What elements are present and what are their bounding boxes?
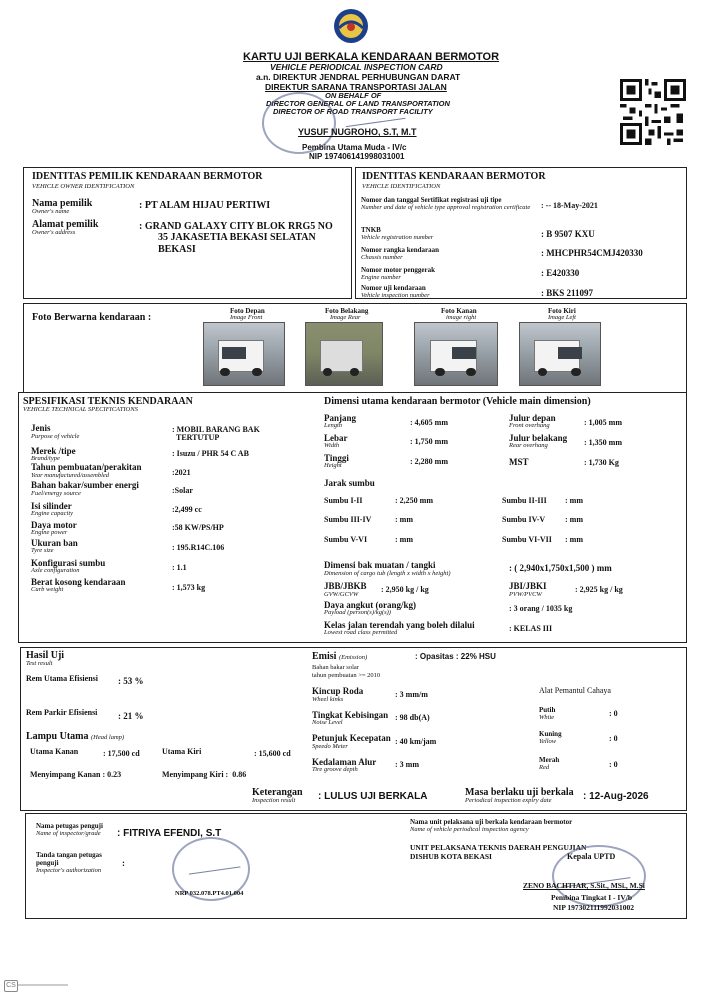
owner-address-line-1: : GRAND GALAXY CITY BLOK RRG5 NO	[139, 221, 333, 232]
vid-value-3: : E420330	[541, 268, 580, 278]
spec-label-en-8: Curb weight	[31, 586, 64, 593]
photo-sub-front: Image Front	[230, 314, 263, 321]
masa-berlaku-label: Masa berlaku uji berkala	[465, 787, 574, 798]
sumbu-label-3: Sumbu IV-V	[502, 515, 546, 524]
julur-depan-value: : 1,005 mm	[584, 418, 622, 427]
spec-label-3: Bahan bakar/sumber energi	[31, 480, 139, 490]
bising-label: Tingkat Kebisingan	[312, 710, 389, 720]
putih-label-en: White	[539, 714, 555, 721]
specs-section-subtitle: VEHICLE TECHNICAL SPECIFICATIONS	[23, 406, 138, 413]
alur-value: : 3 mm	[395, 760, 419, 769]
panjang-label: Panjang	[324, 413, 357, 423]
tinggi-label: Tinggi	[324, 453, 349, 463]
kelas-label: Kelas jalan terendah yang boleh dilalui	[324, 620, 475, 630]
spec-label-en-1: Brand/type	[31, 455, 60, 462]
spec-label-en-7: Axle configuration	[31, 567, 80, 574]
photo-rear	[305, 322, 383, 386]
keterangan-value: : LULUS UJI BERKALA	[318, 791, 428, 802]
menyimpang-kanan-label: Menyimpang Kanan :	[30, 770, 106, 779]
jarak-sumbu-title: Jarak sumbu	[324, 478, 375, 488]
utama-kiri-value: : 15,600 cd	[254, 749, 291, 758]
keterangan-label: Keterangan	[252, 787, 303, 798]
photo-sub-left: Image Left	[548, 314, 576, 321]
spec-label-8: Berat kosong kendaraan	[31, 577, 126, 587]
sumbu-label-1: Sumbu II-III	[502, 496, 547, 505]
vid-label-en-3: Engine number	[361, 274, 401, 281]
spec-value-3: :Solar	[172, 486, 193, 495]
alur-label: Kedalaman Alur	[312, 757, 377, 767]
vid-label-en-2: Chassis number	[361, 254, 403, 261]
vid-label-en-4: Vehicle inspection number	[361, 292, 430, 299]
julur-belakang-value: : 1,350 mm	[584, 438, 622, 447]
spec-label-en-2: Year manufactured/assembled	[31, 472, 110, 479]
owner-section-subtitle: VEHICLE OWNER IDENTIFICATION	[32, 183, 135, 190]
owner-address-text-1: GRAND GALAXY CITY BLOK RRG5 NO	[144, 221, 333, 232]
jbb-label-en: GVW/GCVW	[324, 591, 359, 598]
sumbu-value-3: : mm	[565, 515, 583, 524]
vid-label-4: Nomor uji kendaraan	[361, 284, 426, 292]
director-name: YUSUF NUGROHO, S.T, M.T	[298, 127, 417, 137]
sumbu-value-5: : mm	[565, 535, 583, 544]
panjang-label-en: Length	[324, 422, 343, 429]
spec-value-0-line-2: TERTUTUP	[176, 433, 220, 442]
jbi-label-en: PVW/PVCW	[509, 591, 542, 598]
kepala-nip: NIP 197302111992031002	[553, 903, 635, 912]
ministry-logo	[333, 8, 369, 44]
owner-address-label: Alamat pemilik	[32, 219, 99, 230]
lebar-label-en: Width	[324, 442, 340, 449]
header-line-3: ON BEHALF OF	[325, 91, 382, 100]
kincup-value: : 3 mm/m	[395, 690, 428, 699]
ttd-colon: :	[122, 858, 125, 868]
emisi-note-1: Bahan bakar solar	[312, 664, 359, 671]
spec-label-en-3: Fuel/energy source	[31, 490, 81, 497]
kelas-value: : KELAS III	[509, 624, 553, 633]
vid-value-0: : -- 18-May-2021	[541, 201, 598, 210]
vid-label-2: Nomor rangka kendaraan	[361, 246, 440, 254]
speedo-label: Petunjuk Kecepatan	[312, 733, 391, 743]
petugas-value: : FITRIYA EFENDI, S.T	[117, 828, 222, 839]
vid-label-en-1: Vehicle registration number	[361, 234, 434, 241]
daya-label-en: Payload (person(s)/kg(s))	[324, 609, 391, 616]
owner-name-text: PT ALAM HIJAU PERTIWI	[144, 200, 271, 211]
scanner-watermark-bar	[18, 984, 68, 986]
emisi-label-text: Emisi	[312, 651, 337, 662]
keterangan-label-en: Inspection result	[252, 797, 296, 804]
sumbu-label-4: Sumbu V-VI	[324, 535, 368, 544]
daya-label: Daya angkut (orang/kg)	[324, 600, 417, 610]
scanner-watermark-icon: CS	[4, 980, 18, 992]
daya-value: : 3 orang / 1035 kg	[509, 604, 573, 613]
kuning-label: Kuning	[539, 730, 562, 738]
spec-label-7: Konfigurasi sumbu	[31, 558, 106, 568]
ttd-label-1: Tanda tangan petugas	[36, 851, 102, 859]
unit-label-en: Name of vehicle periodical inspection agency	[410, 826, 529, 833]
spec-label-4: Isi silinder	[31, 501, 72, 511]
utama-kanan-label: Utama Kanan	[30, 747, 79, 756]
rem-utama-value: : 53 %	[118, 676, 144, 686]
jbi-value: : 2,925 kg / kg	[575, 585, 623, 594]
spec-label-1: Merek /tipe	[31, 446, 76, 456]
photo-left	[519, 322, 601, 386]
vid-value-4: : BKS 211097	[541, 288, 594, 298]
vid-label-3: Nomor motor penggerak	[361, 266, 436, 274]
spec-label-en-5: Engine power	[31, 529, 68, 536]
spec-value-7: : 1.1	[172, 563, 187, 572]
card-title: KARTU UJI BERKALA KENDARAAN BERMOTOR	[243, 51, 500, 63]
jbb-label: JBB/JBKB	[324, 581, 367, 591]
owner-section-title: IDENTITAS PEMILIK KENDARAAN BERMOTOR	[32, 171, 263, 182]
menyimpang-kanan-value: 0.23	[107, 770, 122, 779]
masa-berlaku-label-en: Periodical inspection expiry date	[465, 797, 552, 804]
menyimpang-kiri-label: Menyimpang Kiri :	[162, 770, 229, 779]
bak-label-en: Dimension of cargo tub (length x width x height)	[324, 570, 451, 577]
kepala-label: Kepala UPTD	[567, 852, 616, 861]
photo-sub-rear: Image Rear	[330, 314, 361, 321]
photo-sub-right: image right	[446, 314, 477, 321]
putih-label: Putih	[539, 706, 556, 714]
vid-label-0: Nomor dan tanggal Sertifikat registrasi uji tipe	[361, 196, 502, 204]
ttd-label-en: Inspector's authorization	[36, 867, 102, 874]
julur-depan-label: Julur depan	[509, 413, 556, 423]
menyimpang-kiri	[162, 770, 246, 779]
card-title-en: VEHICLE PERIODICAL INSPECTION CARD	[270, 62, 443, 72]
julur-depan-label-en: Front overhang	[509, 422, 550, 429]
vehicle-section-subtitle: VEHICLE IDENTIFICATION	[362, 183, 441, 190]
bak-label: Dimensi bak muatan / tangki	[324, 560, 436, 570]
mst-label: MST	[509, 457, 529, 467]
inspector-nrp: NRP 032.078.PT4.01.004	[175, 890, 244, 897]
director-rank: Pembina Utama Muda - IV/c	[302, 143, 407, 152]
unit-line-1: UNIT PELAKSANA TEKNIS DAERAH PENGUJIAN	[410, 843, 587, 852]
spec-value-8: : 1,573 kg	[172, 583, 206, 592]
emisi-label-en: (Emission)	[338, 654, 368, 661]
spec-value-1: : Isuzu / PHR 54 C AB	[172, 449, 249, 458]
owner-name-label-en: Owner's name	[32, 208, 70, 215]
rem-parkir-value: : 21 %	[118, 711, 144, 721]
spec-value-0: : MOBIL BARANG BAK	[172, 425, 260, 434]
spec-label-en-0: Purpose of vehicle	[31, 433, 80, 440]
photo-title-left: Foto Kiri	[548, 307, 576, 315]
sumbu-label-2: Sumbu III-IV	[324, 515, 372, 524]
owner-name-value: : PT ALAM HIJAU PERTIWI	[139, 200, 271, 211]
specs-section-title: SPESIFIKASI TEKNIS KENDARAAN	[23, 396, 193, 407]
julur-belakang-label-en: Rear overhang	[509, 442, 548, 449]
petugas-label-en: Name of inspector/grade	[36, 830, 101, 837]
photo-title-front: Foto Depan	[230, 307, 265, 315]
owner-address-line-2: 35 JAKASETIA BEKASI SELATAN	[158, 232, 316, 243]
bising-label-en: Noise Level	[312, 719, 343, 726]
merah-label-en: Red	[539, 764, 550, 771]
merah-value: : 0	[609, 760, 618, 769]
utama-kiri-label: Utama Kiri	[162, 747, 202, 756]
rem-utama-label: Rem Utama Efisiensi	[26, 674, 98, 683]
utama-kanan-value: : 17,500 cd	[103, 749, 140, 758]
speedo-value: : 40 km/jam	[395, 737, 437, 746]
owner-address-line-3: BEKASI	[158, 244, 196, 255]
owner-address-label-en: Owner's address	[32, 229, 76, 236]
spec-label-5: Daya motor	[31, 520, 77, 530]
header-line-5: DIRECTOR OF ROAD TRANSPORT FACILITY	[273, 107, 433, 116]
vid-label-1: TNKB	[361, 226, 381, 234]
spec-label-6: Ukuran ban	[31, 538, 78, 548]
lebar-label: Lebar	[324, 433, 348, 443]
photo-right	[414, 322, 498, 386]
menyimpang-kanan	[30, 770, 121, 779]
spec-label-en-6: Tyre size	[31, 547, 54, 554]
emisi-label	[312, 651, 367, 662]
tinggi-label-en: Height	[324, 462, 342, 469]
petugas-label: Nama petugas penguji	[36, 822, 103, 830]
header-line-2: DIREKTUR SARANA TRANSPORTASI JALAN	[265, 82, 447, 92]
vid-value-2: : MHCPHR54CMJ420330	[541, 248, 643, 258]
bising-value: : 98 db(A)	[395, 713, 430, 722]
rem-parkir-label: Rem Parkir Efisiensi	[26, 708, 98, 717]
tinggi-value: : 2,280 mm	[410, 457, 448, 466]
kuning-value: : 0	[609, 734, 618, 743]
kuning-label-en: Yellow	[539, 738, 557, 745]
spec-value-4: :2,499 cc	[172, 505, 202, 514]
vehicle-section-title: IDENTITAS KENDARAAN BERMOTOR	[362, 171, 546, 182]
kepala-rank: Pembina Tingkat I - IV/b	[551, 893, 632, 902]
results-title: Hasil Uji	[26, 650, 65, 661]
unit-line-2: DISHUB KOTA BEKASI	[410, 852, 492, 861]
director-nip: NIP 197406141998031001	[309, 152, 405, 161]
unit-label: Nama unit pelaksana uji berkala kendaraan bermotor	[410, 818, 573, 826]
lampu-label-en: (Head lamp)	[91, 734, 125, 741]
owner-name-label: Nama pemilik	[32, 198, 93, 209]
pantul-title: Alat Pemantul Cahaya	[539, 686, 611, 695]
sumbu-value-4: : mm	[395, 535, 413, 544]
kincup-label-en: Wheel kinks	[312, 696, 344, 703]
lampu-label	[26, 731, 124, 742]
header-line-1: a.n. DIREKTUR JENDRAL PERHUBUNGAN DARAT	[256, 72, 461, 82]
spec-value-2: :2021	[172, 468, 191, 477]
qr-code	[620, 79, 686, 145]
emisi-note-2: tahun pembuatan >= 2010	[312, 672, 381, 679]
jbb-value: : 2,950 kg / kg	[381, 585, 429, 594]
speedo-label-en: Speedo Meter	[312, 743, 348, 750]
header-line-4: DIRECTOR GENERAL OF LAND TRANSPORTATION	[266, 99, 450, 108]
spec-label-0: Jenis	[31, 423, 51, 433]
mst-value: : 1,730 Kg	[584, 458, 619, 467]
kincup-label: Kincup Roda	[312, 686, 364, 696]
emisi-value: : Opasitas : 22% HSU	[415, 652, 496, 661]
photo-title-right: Foto Kanan	[441, 307, 477, 315]
kelas-label-en: Lowest road class permitted	[324, 629, 398, 636]
sumbu-value-1: : mm	[565, 496, 583, 505]
spec-label-2: Tahun pembuatan/perakitan	[31, 462, 142, 472]
kepala-name: ZENO BACHTIAR, S.Sit., MSi., M.Si	[523, 881, 645, 890]
menyimpang-kiri-value: 0.86	[232, 770, 247, 779]
photos-label: Foto Berwarna kendaraan :	[32, 312, 152, 323]
sumbu-value-0: : 2,250 mm	[395, 496, 433, 505]
spec-value-5: :58 KW/PS/HP	[172, 523, 224, 532]
vid-value-1: : B 9507 KXU	[541, 229, 595, 239]
merah-label: Merah	[539, 756, 560, 764]
spec-value-6: : 195.R14C.106	[172, 543, 225, 552]
julur-belakang-label: Julur belakang	[509, 433, 568, 443]
sumbu-value-2: : mm	[395, 515, 413, 524]
putih-value: : 0	[609, 709, 618, 718]
lebar-value: : 1,750 mm	[410, 437, 448, 446]
photo-title-rear: Foto Belakang	[325, 307, 369, 315]
bak-value: : ( 2,940x1,750x1,500 ) mm	[509, 563, 612, 573]
vid-label-en-0: Number and date of vehicle type approval registration certificate	[361, 204, 531, 211]
jbi-label: JBI/JBKI	[509, 581, 547, 591]
spec-label-en-4: Engine capacity	[31, 510, 74, 517]
photo-front	[203, 322, 285, 386]
sumbu-label-0: Sumbu I-II	[324, 496, 363, 505]
dimension-title: Dimensi utama kendaraan bermotor (Vehicle main dimension)	[324, 396, 591, 407]
lampu-label-text: Lampu Utama	[26, 731, 89, 742]
ttd-label-2: penguji	[36, 859, 59, 867]
panjang-value: : 4,605 mm	[410, 418, 448, 427]
masa-berlaku-value: : 12-Aug-2026	[583, 791, 649, 802]
results-title-en: Test result	[26, 660, 53, 667]
sumbu-label-5: Sumbu VI-VII	[502, 535, 552, 544]
alur-label-en: Tire groove depth	[312, 766, 358, 773]
